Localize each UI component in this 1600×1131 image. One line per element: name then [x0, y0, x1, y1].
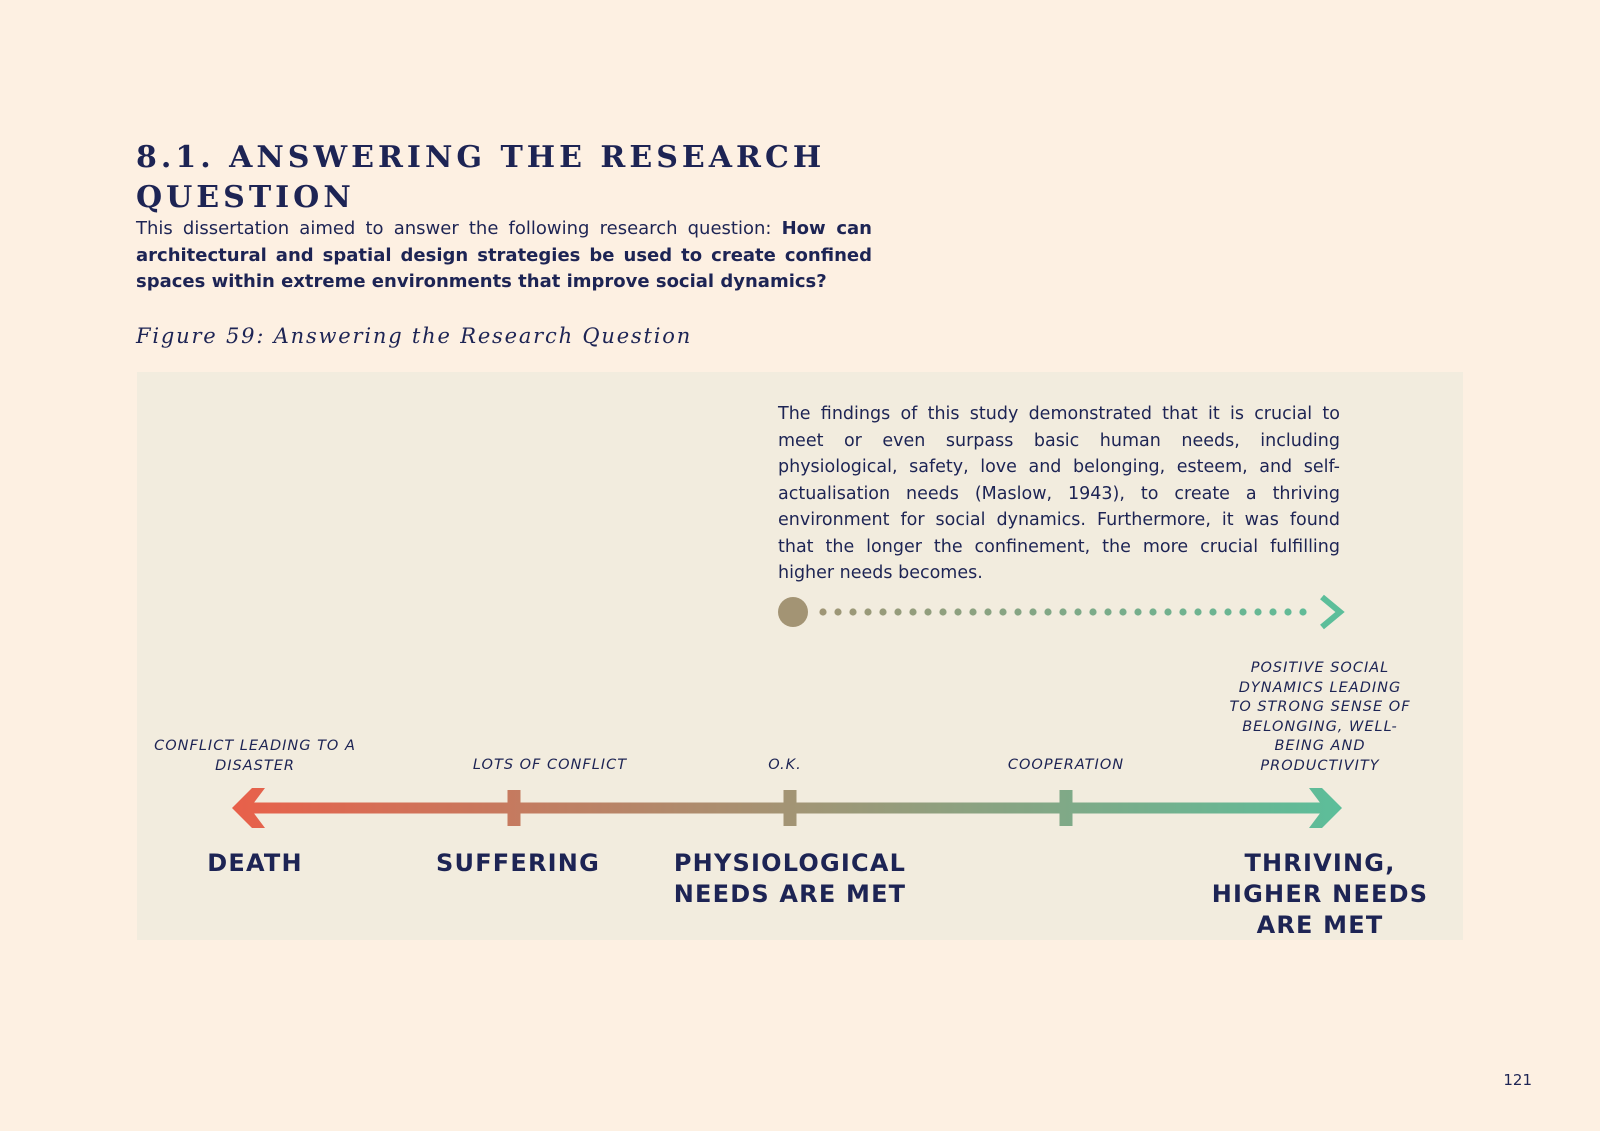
progress-dot: [1149, 608, 1156, 615]
scale-arrow: [232, 788, 1342, 828]
stage-description: O.K.: [768, 757, 802, 773]
progress-dot: [864, 608, 871, 615]
progress-dot: [1164, 608, 1171, 615]
progress-dot: [1284, 608, 1291, 615]
progress-dot: [1119, 608, 1126, 615]
progress-dot: [894, 608, 901, 615]
figure-caption: Figure 59: Answering the Research Question: [136, 324, 693, 348]
progress-dot: [819, 608, 826, 615]
stage-description: COOPERATION: [1007, 757, 1125, 773]
progress-dot: [984, 608, 991, 615]
progress-dot: [1194, 608, 1201, 615]
progress-dot: [924, 608, 931, 615]
progress-dot: [849, 608, 856, 615]
findings-paragraph: The findings of this study demonstrated that it is crucial to meet or even surpass basic human needs, including physiological, safety, love and belonging, esteem, and self-actualisation needs (Maslow, 1943), to create a thriving environment for social dynamics. Furthermore, it was found that the longer the confinement, the more crucial fulfilling higher needs becomes.: [778, 404, 1340, 583]
progress-dot: [969, 608, 976, 615]
progress-dot: [1089, 608, 1096, 615]
progress-dot: [1029, 608, 1036, 615]
stage-title: PHYSIOLOGICAL NEEDS ARE MET: [673, 849, 907, 908]
progress-dot: [1059, 608, 1066, 615]
stage-title: DEATH: [207, 849, 303, 877]
progress-dot: [1239, 608, 1246, 615]
scale-tick: [1060, 790, 1073, 826]
progress-dot: [939, 608, 946, 615]
stage-title: SUFFERING: [436, 849, 600, 877]
progress-dot: [1254, 608, 1261, 615]
research-question: How can architectural and spatial design strategies be used to create confined spaces within extreme environments that improve social dynamics?: [136, 218, 872, 292]
section-heading: 8.1. ANSWERING THE RESEARCH QUESTION: [136, 140, 826, 215]
progress-dot: [1269, 608, 1276, 615]
page-number: 121: [1503, 1071, 1532, 1089]
stage-description: POSITIVE SOCIAL DYNAMICS LEADING TO STRONG SENSE OF BELONGING, WELL-BEING AND PRODUCTIVITY: [1229, 660, 1411, 774]
progress-dot: [1044, 608, 1051, 615]
intro-lead: This dissertation aimed to answer the following research question:: [136, 218, 782, 239]
progress-dot: [1014, 608, 1021, 615]
start-circle: [778, 597, 808, 627]
progress-dot: [879, 608, 886, 615]
progress-dot: [999, 608, 1006, 615]
progress-dot: [909, 608, 916, 615]
stage-title: THRIVING, HIGHER NEEDS ARE MET: [1211, 849, 1429, 939]
stage-description: LOTS OF CONFLICT: [472, 757, 628, 773]
progress-dot: [954, 608, 961, 615]
scale-tick: [508, 790, 521, 826]
progress-arrowhead: [1322, 597, 1340, 627]
progress-dot: [834, 608, 841, 615]
progress-dot: [1209, 608, 1216, 615]
progress-dot: [1299, 608, 1306, 615]
progress-dot: [1104, 608, 1111, 615]
progress-dot: [1074, 608, 1081, 615]
scale-tick: [784, 790, 797, 826]
stage-description: CONFLICT LEADING TO A DISASTER: [154, 738, 356, 774]
progress-dot: [1179, 608, 1186, 615]
progress-dot: [1134, 608, 1141, 615]
progress-dot: [1224, 608, 1231, 615]
dotted-progress-arrow: [778, 597, 1340, 627]
